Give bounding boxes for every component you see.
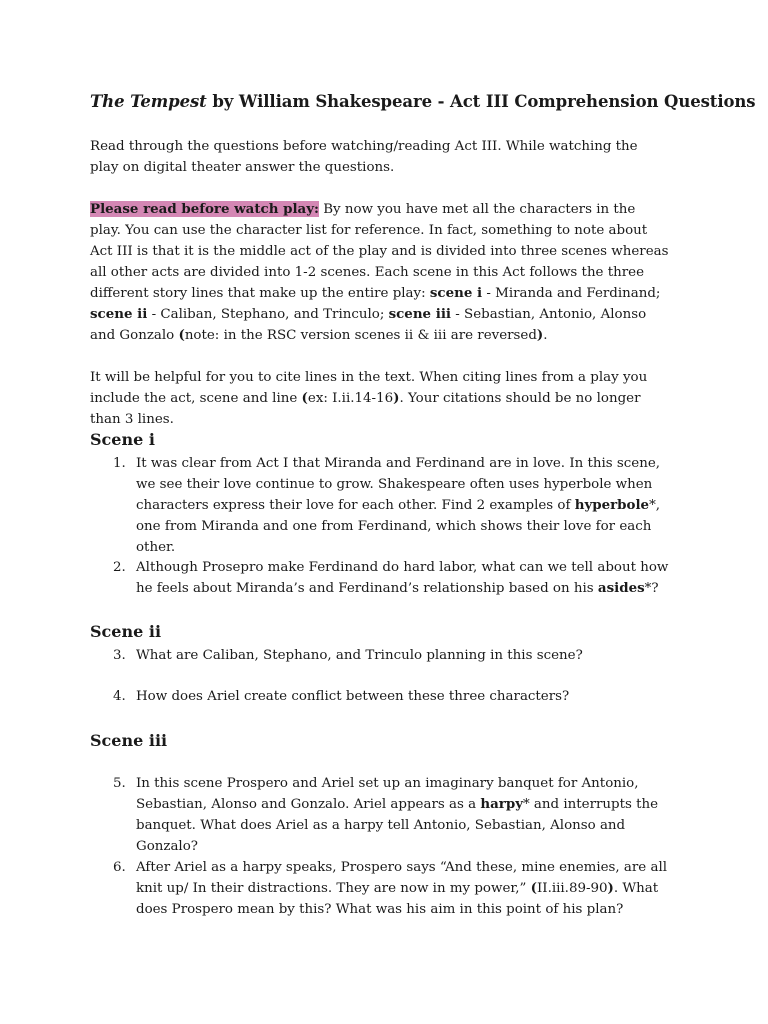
scene-heading-i: Scene i [90, 430, 155, 449]
question-4: 4. How does Ariel create conflict between these three characters? [113, 686, 673, 707]
title-rest: by William Shakespeare - Act III Comprehension Questions [206, 92, 756, 111]
page-title [90, 92, 756, 111]
question-2: 2. Although Prosepro make Ferdinand do hard labor, what can we tell about how he feels about Miranda’s and Ferdinand’s relationship based on his asides*? [113, 557, 673, 599]
scene-heading-iii: Scene iii [90, 731, 168, 750]
notice-paragraph: Please read before watch play: By now you have met all the characters in the play. You can use the character list for reference. In fact, something to note about Act III is that it is the middle act of the play and is divided into three scenes whereas all other acts are divided into 1-2 scenes. Each scene in this Act follows the three different story lines that make up the entire play: scene i - Miranda and Ferdinand; scene ii - Caliban, Stephano, and Trinculo; scene iii - Sebastian, Antonio, Alonso and Gonzalo (note: in the RSC version scenes ii & iii are reversed). [90, 201, 669, 343]
intro-paragraph: Read through the questions before watching/reading Act III. While watching the play on digital theater answer the questions. [90, 139, 638, 175]
question-number: 2. [113, 560, 126, 575]
question-number: 5. [113, 776, 126, 791]
scene-heading-ii: Scene ii [90, 622, 162, 641]
title-play-name: The Tempest [90, 92, 207, 111]
notice-highlight: Please read before watch play: [90, 201, 319, 217]
question-number: 6. [113, 860, 126, 875]
question-number: 1. [113, 456, 126, 471]
question-number: 3. [113, 648, 126, 663]
citing-paragraph: It will be helpful for you to cite lines in the text. When citing lines from a play you include the act, scene and line (ex: I.ii.14-16). Your citations should be no longer than 3 lines. [90, 370, 648, 427]
question-number: 4. [113, 689, 126, 704]
question-6: 6. After Ariel as a harpy speaks, Prospero says “And these, mine enemies, are all knit up/ In their distractions. They are now in my power,” (II.iii.89-90). What does Prospero mean by this? What was his aim in this point of his plan? [113, 857, 673, 920]
question-5: 5. In this scene Prospero and Ariel set up an imaginary banquet for Antonio, Sebastian, Alonso and Gonzalo. Ariel appears as a harpy* and interrupts the banquet. What does Ariel as a harpy tell Antonio, Sebastian, Alonso and Gonzalo? [113, 773, 673, 857]
question-3: 3. What are Caliban, Stephano, and Trinculo planning in this scene? [113, 645, 673, 666]
question-1: 1. It was clear from Act I that Miranda and Ferdinand are in love. In this scene, we see their love continue to grow. Shakespeare often uses hyperbole when characters express their love for each other. Find 2 examples of hyperbole*, one from Miranda and one from Ferdinand, which shows their love for each other. [113, 453, 673, 558]
